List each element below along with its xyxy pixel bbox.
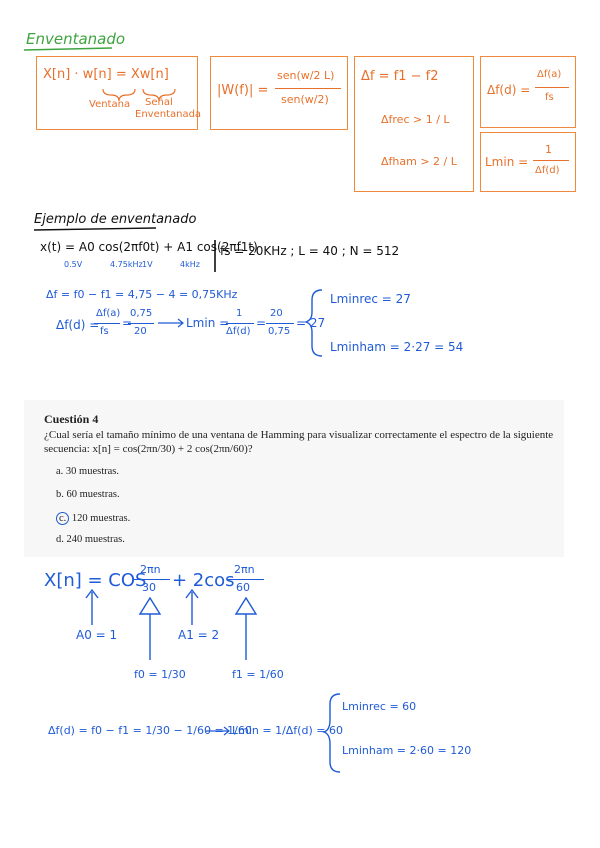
- lmin-num: 1: [545, 143, 552, 156]
- solution-lmin-calc: Lmin = 1/Δf(d) = 60: [232, 724, 343, 737]
- label-enventanada: Enventanada: [135, 109, 202, 120]
- calc-frac3-num: 1: [236, 308, 243, 319]
- annotation-f0: 4.75kHz: [110, 260, 143, 269]
- calc-frac4-num: 20: [270, 308, 283, 319]
- frac-a-num: 2πn: [140, 563, 161, 576]
- annotation-f1: 4kHz: [180, 260, 200, 269]
- section-title-ejemplo: Ejemplo de enventanado: [34, 212, 197, 227]
- digital-lhs: Δf(d) =: [487, 83, 531, 97]
- solution-lminrec: Lminrec = 60: [342, 700, 417, 713]
- option-a-text: 30 muestras.: [65, 466, 119, 477]
- signal-expression: x(t) = A0 cos(2πf0t) + A1 cos(2πf1t): [40, 240, 258, 254]
- solution-plus: + 2cos: [172, 570, 235, 591]
- lmin-den: Δf(d): [535, 165, 560, 176]
- solution-equation: X[n] = COS: [44, 570, 147, 591]
- option-c-text: 120 muestras.: [71, 513, 131, 524]
- question-title: Cuestión 4: [44, 412, 99, 426]
- option-d-letter: d.: [56, 534, 64, 545]
- digital-den: fs: [545, 92, 554, 103]
- delta-frec: Δfrec > 1 / L: [381, 113, 450, 126]
- frequency-f0: f0 = 1/30: [134, 668, 186, 681]
- amplitude-a0: A0 = 1: [76, 628, 118, 642]
- window-equation: X[n] · w[n] = Xw[n]: [43, 67, 169, 82]
- lmin-lhs: Lmin =: [485, 155, 529, 169]
- calc-frac2-den: 20: [134, 326, 147, 337]
- option-d-text: 240 muestras.: [66, 534, 125, 545]
- option-a-letter: a.: [56, 466, 64, 477]
- section-title-enventanado: Enventanado: [26, 30, 126, 48]
- annotation-a1: 1V: [142, 260, 153, 269]
- solution-lminham: Lminham = 2·60 = 120: [342, 744, 472, 757]
- calc-frac1-den: fs: [100, 326, 109, 337]
- calc-frac3-den: Δf(d): [226, 326, 251, 337]
- spectrum-den: sen(w/2): [281, 93, 329, 106]
- calc-eq1: =: [122, 316, 133, 330]
- frequency-f1: f1 = 1/60: [232, 668, 284, 681]
- calc-lmin: Lmin =: [186, 316, 230, 330]
- delta-f-example: Δf = f0 − f1 = 4,75 − 4 = 0,75KHz: [46, 288, 238, 301]
- frac-b-den: 60: [236, 581, 250, 594]
- calc-lhs: Δf(d) =: [56, 318, 100, 332]
- spectrum-num: sen(w/2 L): [277, 69, 335, 82]
- option-b-text: 60 muestras.: [66, 489, 120, 500]
- calc-frac1-num: Δf(a): [96, 308, 121, 319]
- solution-delta-calc: Δf(d) = f0 − f1 = 1/30 − 1/60 = 1/60: [48, 724, 252, 737]
- annotation-a0: 0.5V: [64, 260, 83, 269]
- calc-frac4-den: 0,75: [268, 326, 291, 337]
- digital-num: Δf(a): [537, 69, 562, 80]
- spectrum-lhs: |W(f)| =: [217, 83, 269, 98]
- option-b-letter: b.: [56, 489, 64, 500]
- lminrec-example: Lminrec = 27: [330, 292, 411, 306]
- delta-fham: Δfham > 2 / L: [381, 155, 457, 168]
- signal-params: fs = 20KHz ; L = 40 ; N = 512: [220, 244, 400, 258]
- delta-f: Δf = f1 − f2: [361, 69, 439, 84]
- label-ventana: Ventana: [89, 99, 131, 110]
- frac-a-den: 30: [142, 581, 156, 594]
- option-c-letter: c.: [56, 512, 69, 525]
- lminham-example: Lminham = 2·27 = 54: [330, 340, 464, 354]
- calc-eq2: =: [256, 316, 267, 330]
- calc-frac2-num: 0,75: [130, 308, 153, 319]
- question-body: ¿Cual sería el tamaño mínimo de una ventana de Hamming para visualizar correctamente el espectro de la siguiente secuencia: x[n] = cos(2πn/30) + 2 cos(2πn/60)?: [44, 429, 554, 455]
- frac-b-num: 2πn: [234, 563, 255, 576]
- amplitude-a1: A1 = 2: [178, 628, 220, 642]
- calc-result: = 27: [296, 316, 326, 330]
- label-senal: Señal: [145, 97, 173, 108]
